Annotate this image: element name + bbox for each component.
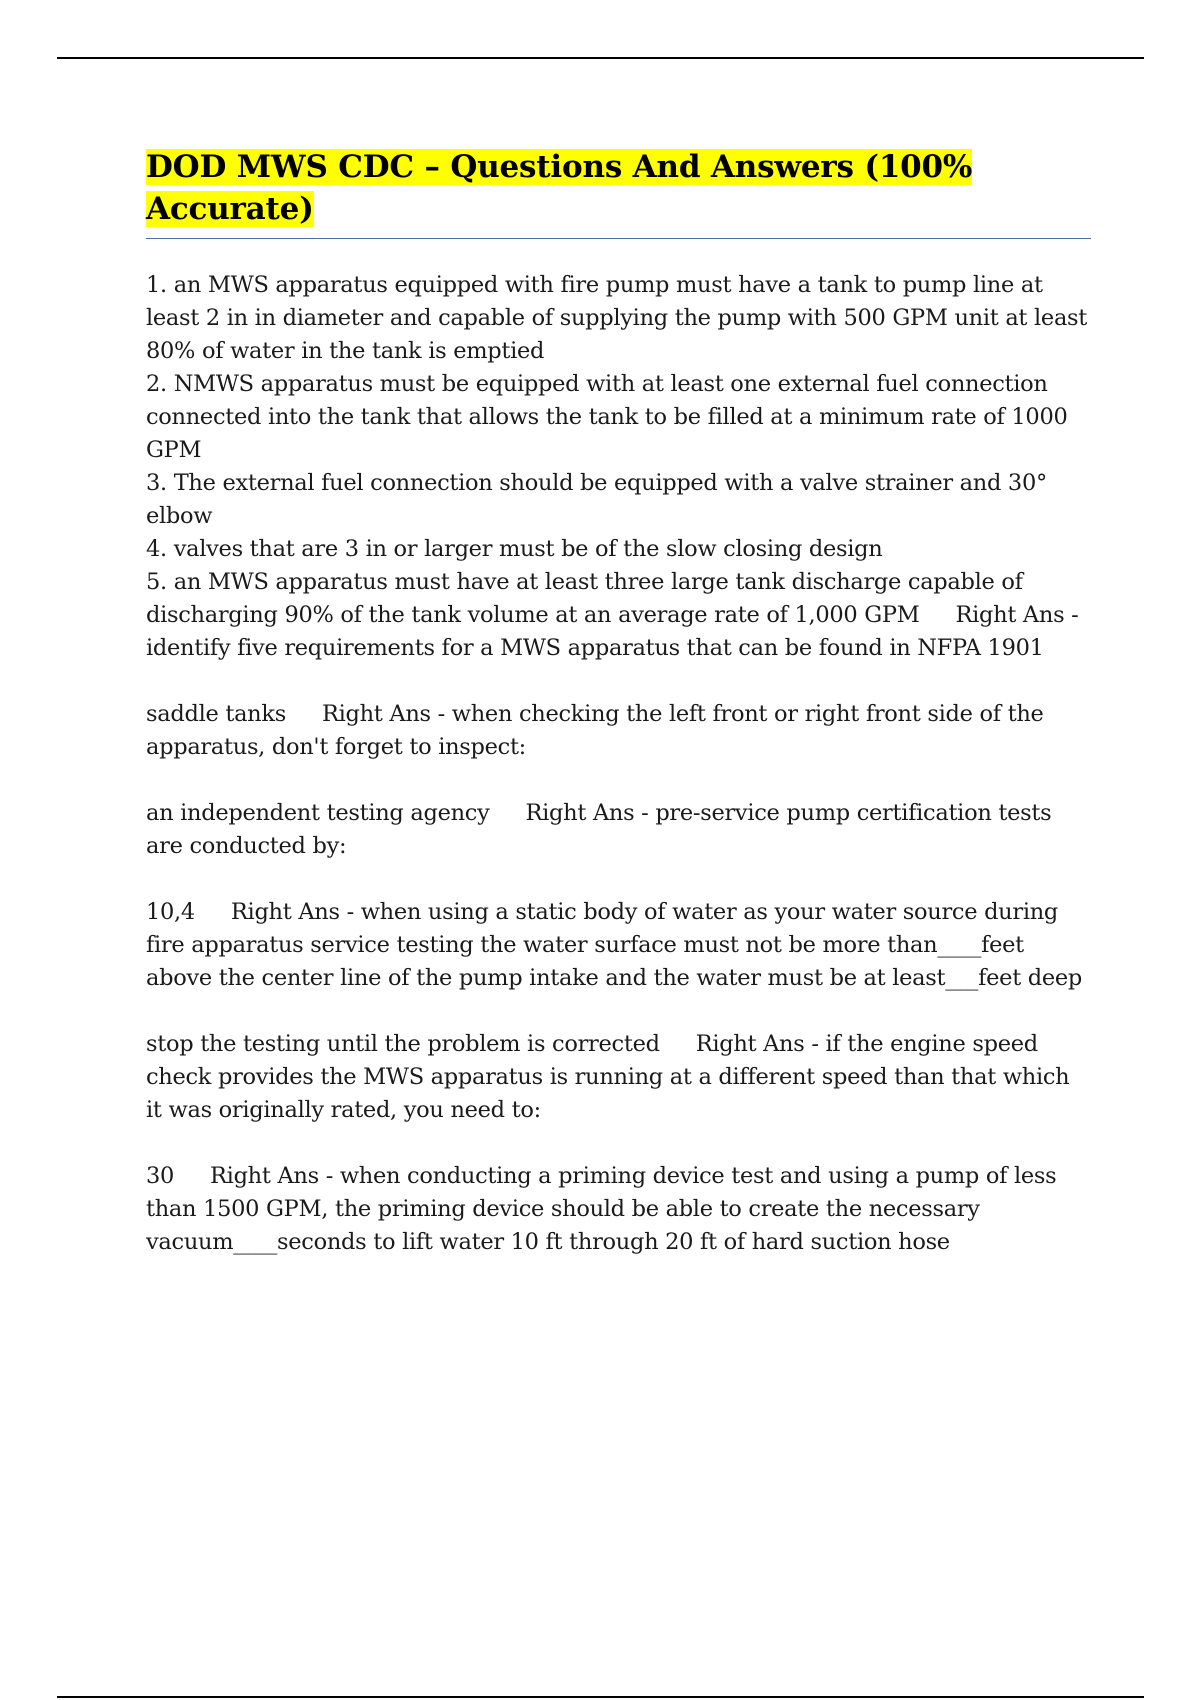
title-highlight: DOD MWS CDC – Questions And Answers (100% Accurate) (146, 149, 973, 227)
answer-text: 30 (146, 1163, 175, 1189)
qa-entry (146, 698, 1091, 764)
qa-entry (146, 797, 1091, 863)
answer-text: 10,4 (146, 899, 195, 925)
list-item-with-answer (146, 566, 1091, 665)
list-item: 5. an MWS apparatus must have at least three large tank discharge capable of discharging 90% of the tank volume at an average rate of 1,000 GPM (146, 569, 1023, 628)
footer-rule (57, 1696, 1144, 1698)
list-item: 3. The external fuel connection should be equipped with a valve strainer and 30° elbow (146, 470, 1047, 529)
answer-text: an independent testing agency (146, 800, 490, 826)
list-item: 2. NMWS apparatus must be equipped with at least one external fuel connection connected into the tank that allows the tank to be filled at a minimum rate of 1000 GPM (146, 371, 1068, 463)
document-title (146, 146, 1091, 230)
answer-text: saddle tanks (146, 701, 286, 727)
question-text: Right Ans - when conducting a priming device test and using a pump of less than 1500 GPM, the priming device should be able to create the necessary vacuum____seconds to lift water 10 ft through 20 ft of hard suction hose (146, 1163, 1057, 1255)
title-underline (146, 238, 1091, 239)
question-text: Right Ans - if the engine speed check provides the MWS apparatus is running at a different speed than that which it was originally rated, you need to: (146, 1031, 1070, 1123)
document-body (146, 146, 1091, 1259)
list-answer: Right Ans - identify five requirements for a MWS apparatus that can be found in NFPA 1901 (146, 602, 1079, 661)
list-item: 4. valves that are 3 in or larger must be of the slow closing design (146, 536, 883, 562)
question-text: Right Ans - when using a static body of water as your water source during fire apparatus service testing the water surface must not be more than____feet above the center line of the pump intake and the water must be at least___feet deep (146, 899, 1083, 991)
qa-entry (146, 1028, 1091, 1127)
question-text: Right Ans - when checking the left front or right front side of the apparatus, don't forget to inspect: (146, 701, 1044, 760)
qa-content (146, 269, 1091, 1259)
list-item: 1. an MWS apparatus equipped with fire pump must have a tank to pump line at least 2 in in diameter and capable of supplying the pump with 500 GPM unit at least 80% of water in the tank is emptied (146, 272, 1088, 364)
qa-entry (146, 1160, 1091, 1259)
header-rule (57, 57, 1144, 59)
answer-text: stop the testing until the problem is corrected (146, 1031, 660, 1057)
qa-entry (146, 896, 1091, 995)
question-text: Right Ans - pre-service pump certification tests are conducted by: (146, 800, 1052, 859)
